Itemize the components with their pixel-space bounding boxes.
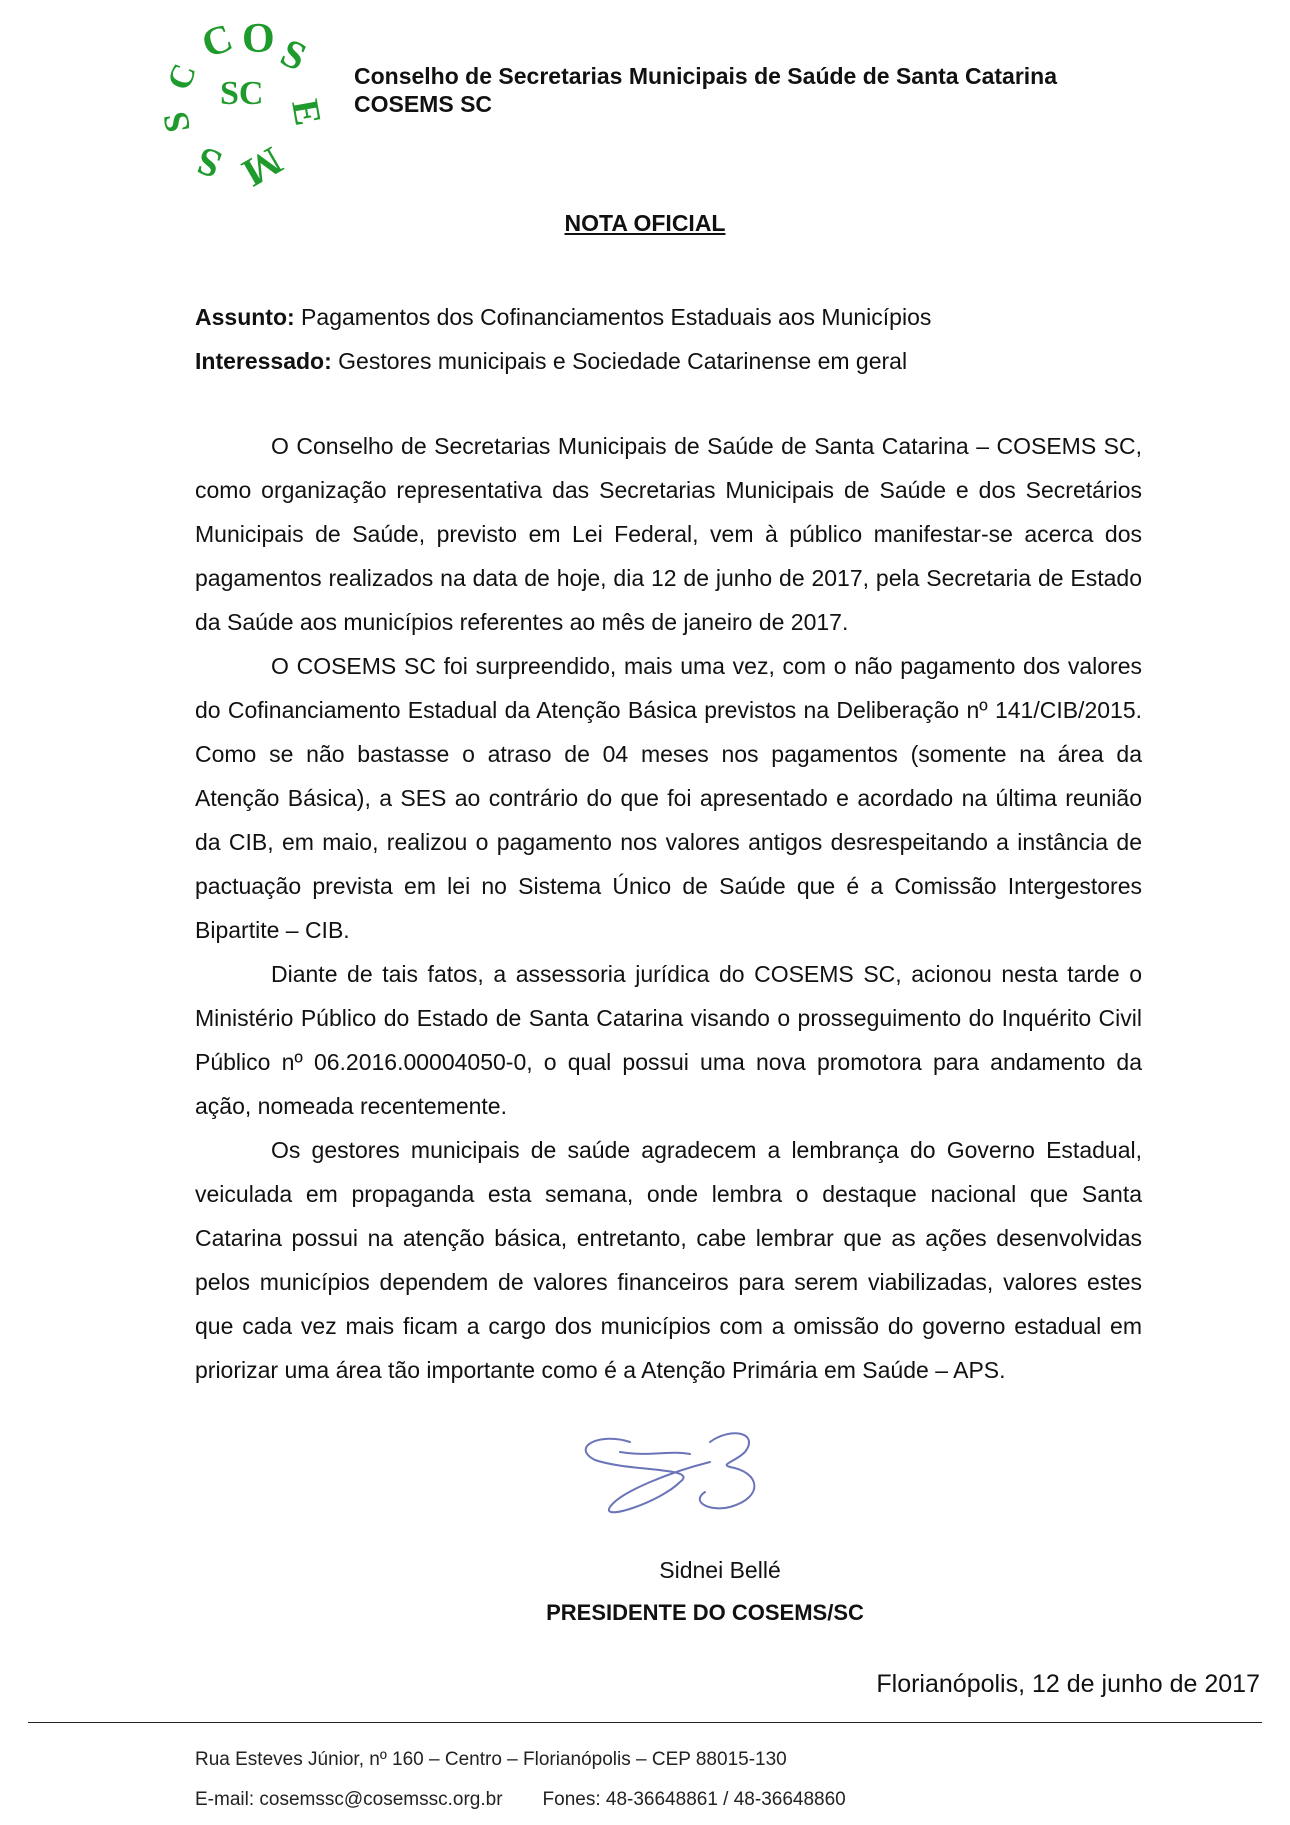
footer-email: E-mail: cosemssc@cosemssc.org.br — [195, 1789, 503, 1810]
svg-text:C: C — [195, 14, 239, 67]
footer-contact — [195, 1780, 846, 1820]
place-and-date: Florianópolis, 12 de junho de 2017 — [876, 1670, 1260, 1698]
document-meta — [195, 295, 931, 383]
svg-text:S: S — [190, 137, 228, 188]
footer-divider — [28, 1722, 1262, 1723]
cosems-logo — [155, 14, 329, 197]
subject-line — [195, 295, 931, 339]
svg-text:M: M — [234, 138, 290, 197]
svg-text:S: S — [155, 108, 198, 136]
svg-text:E: E — [283, 96, 329, 129]
signer-role: PRESIDENTE DO COSEMS/SC — [546, 1600, 864, 1625]
footer — [195, 1740, 846, 1820]
signer-name: Sidnei Bellé — [659, 1557, 781, 1583]
interested-line — [195, 339, 931, 383]
organization-name: Conselho de Secretarias Municipais de Saúde de Santa Catarina — [354, 63, 1058, 89]
interested-value: Gestores municipais e Sociedade Catarinense em geral — [331, 348, 908, 374]
body-paragraph: O Conselho de Secretarias Municipais de Saúde de Santa Catarina – COSEMS SC, como organização representativa das Secretarias Municipais de Saúde e dos Secretários Municipais de Saúde, previsto em Lei Federal, vem à público manifestar-se acerca dos pagamentos realizados na data de hoje, dia 12 de junho de 2017, pela Secretaria de Estado da Saúde aos municípios referentes ao mês de janeiro de 2017. — [195, 433, 1142, 635]
subject-value: Pagamentos dos Cofinanciamentos Estaduais aos Municípios — [294, 304, 932, 330]
body-paragraph: Os gestores municipais de saúde agradecem a lembrança do Governo Estadual, veiculada em propaganda esta semana, onde lembra o destaque nacional que Santa Catarina possui na atenção básica, entretanto, cabe lembrar que as ações desenvolvidas pelos municípios dependem de valores financeiros para serem viabilizadas, valores estes que cada vez mais ficam a cargo dos municípios com a omissão do governo estadual em priorizar uma área tão importante como é a Atenção Primária em Saúde – APS. — [195, 1137, 1142, 1383]
body-paragraph: O COSEMS SC foi surpreendido, mais uma vez, com o não pagamento dos valores do Cofinanciamento Estadual da Atenção Básica previstos na Deliberação nº 141/CIB/2015. Como se não bastasse o atraso de 04 meses nos pagamentos (somente na área da Atenção Básica), a SES ao contrário do que foi apresentado e acordado na última reunião da CIB, em maio, realizou o pagamento nos valores antigos desrespeitando a instância de pactuação prevista em lei no Sistema Único de Saúde que é a Comissão Intergestores Bipartite – CIB. — [195, 653, 1142, 943]
svg-text:O: O — [242, 16, 275, 62]
document-title: NOTA OFICIAL — [564, 210, 726, 236]
document-body — [195, 424, 1142, 1392]
interested-label: Interessado: — [195, 348, 332, 374]
organization-short-name: COSEMS SC — [354, 91, 493, 117]
footer-phones: Fones: 48-36648861 / 48-36648860 — [542, 1789, 846, 1810]
body-paragraph: Diante de tais fatos, a assessoria jurídica do COSEMS SC, acionou nesta tarde o Ministério Público do Estado de Santa Catarina visando o prosseguimento do Inquérito Civil Público nº 06.2016.00004050-0, o qual possui uma nova promotora para andamento da ação, nomeada recentemente. — [195, 961, 1142, 1119]
footer-address: Rua Esteves Júnior, nº 160 – Centro – Florianópolis – CEP 88015-130 — [195, 1749, 787, 1770]
svg-text:S: S — [274, 29, 314, 80]
organization-header — [354, 62, 1057, 118]
handwritten-signature — [560, 1412, 810, 1532]
svg-text:C: C — [160, 59, 204, 95]
subject-label: Assunto: — [195, 304, 295, 330]
svg-text:SC: SC — [220, 75, 264, 112]
